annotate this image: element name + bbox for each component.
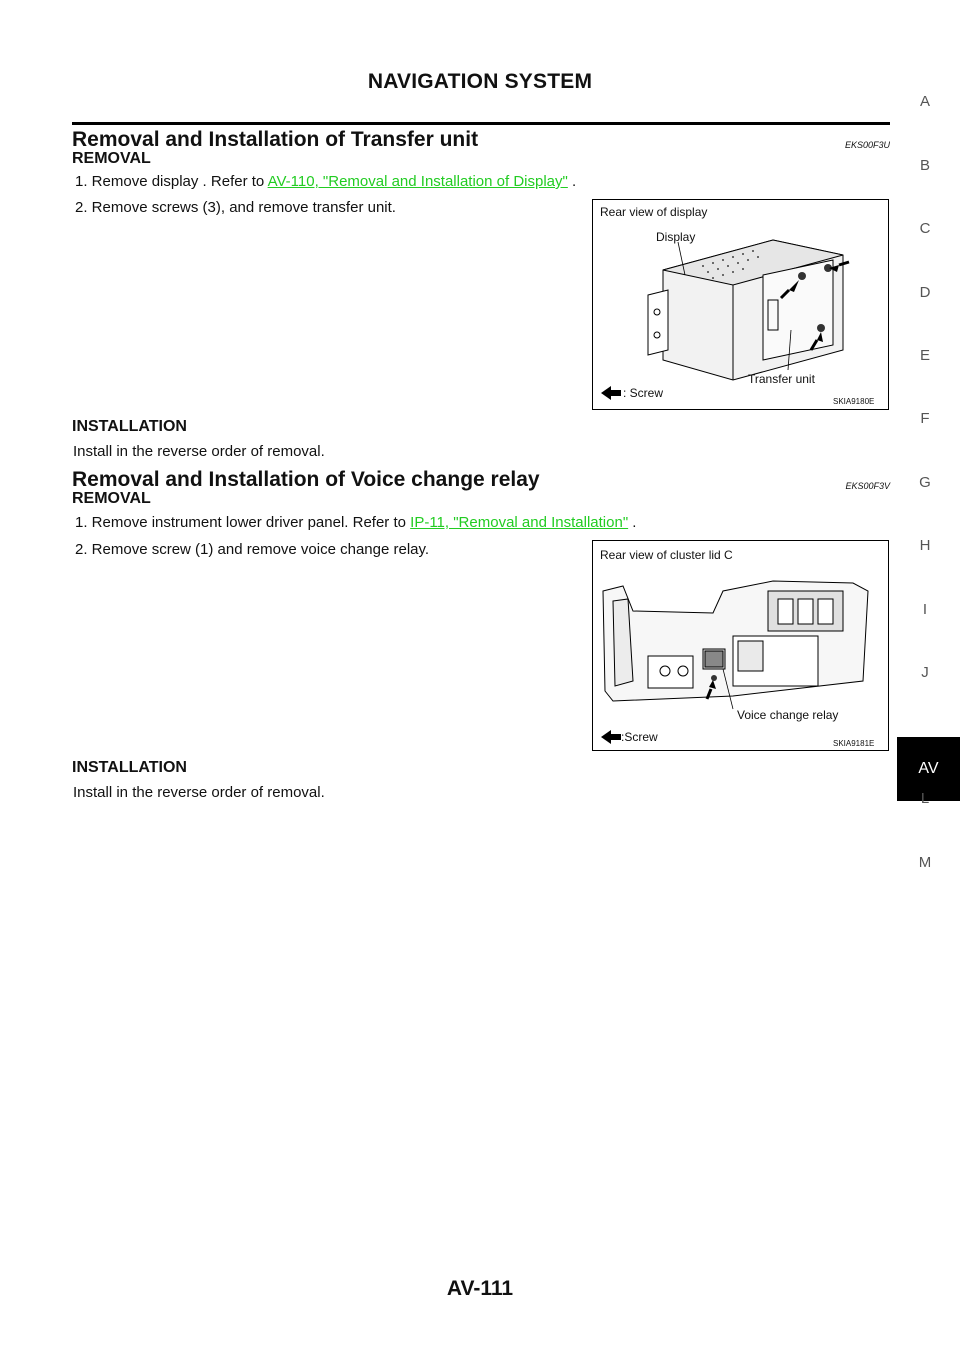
index-letter-m[interactable]: M	[918, 854, 932, 871]
reference-link-av-110[interactable]: AV-110, "Removal and Installation of Display"	[267, 173, 568, 190]
transfer-unit-label: Transfer unit	[748, 372, 815, 386]
section-code: EKS00F3V	[845, 481, 890, 491]
step-1-text: 1. Remove display . Refer to	[75, 173, 268, 190]
index-letter-j[interactable]: J	[921, 664, 929, 681]
index-letter-f[interactable]: F	[920, 410, 930, 427]
index-letter-a[interactable]: A	[919, 93, 930, 110]
step-1	[75, 514, 636, 531]
header-rule	[72, 122, 890, 125]
figure-title: Rear view of cluster lid C	[600, 548, 733, 562]
removal-heading: REMOVAL	[72, 490, 151, 507]
index-letter-d[interactable]: D	[919, 284, 931, 301]
screw-legend: :Screw	[621, 730, 658, 744]
section-title-transfer-unit: Removal and Installation of Transfer unit	[72, 128, 479, 151]
step-1-suffix: .	[628, 514, 637, 531]
step-2: 2. Remove screw (1) and remove voice change relay.	[75, 541, 430, 558]
index-tab-av[interactable]: AV	[897, 737, 960, 801]
index-letter-c[interactable]: C	[919, 220, 931, 237]
display-label: Display	[656, 230, 696, 244]
removal-heading: REMOVAL	[72, 150, 151, 167]
step-2: 2. Remove screws (3), and remove transfer unit.	[75, 199, 396, 216]
display-diagram	[593, 200, 888, 409]
screw-legend: : Screw	[623, 386, 664, 400]
page-number: AV-111	[446, 1277, 514, 1300]
page-header-title: NAVIGATION SYSTEM	[367, 70, 593, 93]
step-1	[75, 173, 576, 190]
figure-title: Rear view of display	[600, 205, 708, 219]
figure-rear-view-of-display	[592, 199, 889, 410]
index-letter-l[interactable]: L	[920, 790, 930, 807]
figure-code: SKIA9181E	[833, 739, 875, 748]
index-letter-g[interactable]: G	[919, 474, 931, 491]
installation-heading: INSTALLATION	[72, 759, 187, 776]
index-letter-b[interactable]: B	[919, 157, 930, 174]
installation-text: Install in the reverse order of removal.	[73, 784, 325, 801]
voice-change-relay-label: Voice change relay	[737, 708, 839, 722]
figure-code: SKIA9180E	[833, 397, 875, 406]
installation-heading: INSTALLATION	[72, 418, 187, 435]
reference-link-ip-11[interactable]: IP-11, "Removal and Installation"	[410, 514, 629, 531]
index-letter-e[interactable]: E	[919, 347, 930, 364]
index-letter-i[interactable]: I	[922, 601, 928, 618]
installation-text: Install in the reverse order of removal.	[73, 443, 325, 460]
index-letter-h[interactable]: H	[919, 537, 931, 554]
step-1-text: 1. Remove instrument lower driver panel. Refer to	[75, 514, 411, 531]
section-title-voice-change-relay: Removal and Installation of Voice change relay	[72, 468, 540, 491]
figure-rear-view-of-cluster-lid-c	[592, 540, 889, 751]
section-code: EKS00F3U	[844, 140, 890, 150]
step-1-suffix: .	[567, 173, 577, 190]
